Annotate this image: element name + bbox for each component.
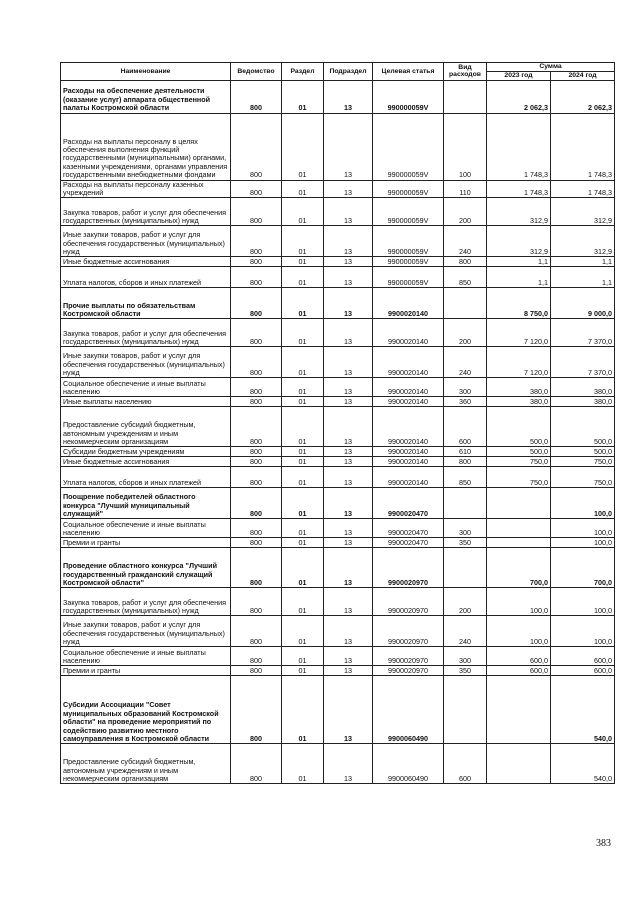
cell-celevaya-statya: 990000059V: [373, 80, 444, 113]
cell-podrazdel: 13: [324, 588, 373, 616]
cell-vid-raskhodov: 240: [444, 347, 487, 378]
cell-sum-2023: 1 748,3: [487, 113, 551, 180]
cell-vid-raskhodov: [444, 80, 487, 113]
cell-sum-2023: 380,0: [487, 397, 551, 407]
cell-podrazdel: 13: [324, 447, 373, 457]
cell-name: Прочие выплаты по обязательствам Костромской области: [61, 288, 231, 319]
cell-celevaya-statya: 9900020970: [373, 647, 444, 666]
cell-razdel: 01: [282, 319, 324, 347]
cell-celevaya-statya: 990000059V: [373, 257, 444, 267]
cell-sum-2023: 750,0: [487, 457, 551, 467]
table-row: [61, 198, 615, 226]
cell-vedomstvo: 800: [231, 548, 282, 588]
cell-celevaya-statya: 990000059V: [373, 180, 444, 198]
cell-razdel: 01: [282, 647, 324, 666]
cell-sum-2024: 750,0: [551, 467, 615, 488]
cell-vid-raskhodov: 110: [444, 180, 487, 198]
cell-name: Иные выплаты населению: [61, 397, 231, 407]
cell-celevaya-statya: 9900020140: [373, 467, 444, 488]
cell-vid-raskhodov: 800: [444, 257, 487, 267]
cell-vedomstvo: 800: [231, 457, 282, 467]
cell-vedomstvo: 800: [231, 378, 282, 397]
cell-sum-2024: 100,0: [551, 616, 615, 647]
cell-podrazdel: 13: [324, 647, 373, 666]
table-row: [61, 666, 615, 676]
cell-sum-2023: 8 750,0: [487, 288, 551, 319]
table-row: [61, 519, 615, 538]
cell-name: Иные бюджетные ассигнования: [61, 457, 231, 467]
table-row: [61, 457, 615, 467]
cell-vedomstvo: 800: [231, 488, 282, 519]
cell-razdel: 01: [282, 407, 324, 447]
cell-sum-2023: 750,0: [487, 467, 551, 488]
cell-name: Предоставление субсидий бюджетным, автономным учреждениям и иным некоммерческим организациям: [61, 744, 231, 784]
cell-sum-2023: 700,0: [487, 548, 551, 588]
cell-podrazdel: 13: [324, 113, 373, 180]
cell-podrazdel: 13: [324, 80, 373, 113]
cell-sum-2023: 312,9: [487, 198, 551, 226]
cell-razdel: 01: [282, 397, 324, 407]
cell-vedomstvo: 800: [231, 257, 282, 267]
cell-name: Закупка товаров, работ и услуг для обеспечения государственных (муниципальных) нужд: [61, 198, 231, 226]
cell-podrazdel: 13: [324, 616, 373, 647]
header-year-2024: 2024 год: [551, 71, 615, 80]
cell-celevaya-statya: 9900020140: [373, 407, 444, 447]
cell-celevaya-statya: 990000059V: [373, 267, 444, 288]
cell-vedomstvo: 800: [231, 113, 282, 180]
cell-vid-raskhodov: 360: [444, 397, 487, 407]
budget-table: [60, 62, 615, 784]
cell-vid-raskhodov: 850: [444, 267, 487, 288]
table-row: [61, 267, 615, 288]
cell-vid-raskhodov: 240: [444, 226, 487, 257]
table-row: [61, 397, 615, 407]
cell-name: Социальное обеспечение и иные выплаты населению: [61, 647, 231, 666]
cell-razdel: 01: [282, 588, 324, 616]
cell-name: Проведение областного конкурса "Лучший государственный гражданский служащий Костромской области": [61, 548, 231, 588]
cell-name: Расходы на выплаты персоналу в целях обеспечения выполнения функций государственными (муниципальными) органами, казенными учреждениями, органами управления государственными внебюджетными фондами: [61, 113, 231, 180]
header-year-2023: 2023 год: [487, 71, 551, 80]
cell-vid-raskhodov: 200: [444, 588, 487, 616]
cell-name: Социальное обеспечение и иные выплаты населению: [61, 378, 231, 397]
cell-vid-raskhodov: [444, 548, 487, 588]
table-row: [61, 616, 615, 647]
cell-podrazdel: 13: [324, 666, 373, 676]
cell-razdel: 01: [282, 457, 324, 467]
header-podrazdel: Подраздел: [324, 63, 373, 81]
cell-razdel: 01: [282, 467, 324, 488]
cell-sum-2024: 380,0: [551, 378, 615, 397]
cell-sum-2024: 9 000,0: [551, 288, 615, 319]
cell-vid-raskhodov: 850: [444, 467, 487, 488]
cell-celevaya-statya: 9900020970: [373, 548, 444, 588]
cell-vedomstvo: 800: [231, 519, 282, 538]
cell-vedomstvo: 800: [231, 267, 282, 288]
cell-vid-raskhodov: 200: [444, 319, 487, 347]
cell-vid-raskhodov: 350: [444, 666, 487, 676]
cell-podrazdel: 13: [324, 488, 373, 519]
cell-sum-2024: 7 370,0: [551, 347, 615, 378]
table-row: [61, 407, 615, 447]
cell-celevaya-statya: 9900020470: [373, 519, 444, 538]
cell-razdel: 01: [282, 113, 324, 180]
cell-name: Социальное обеспечение и иные выплаты населению: [61, 519, 231, 538]
cell-celevaya-statya: 9900020970: [373, 588, 444, 616]
cell-vid-raskhodov: [444, 288, 487, 319]
cell-razdel: 01: [282, 198, 324, 226]
cell-sum-2024: 540,0: [551, 676, 615, 744]
cell-name: Расходы на выплаты персоналу казенных учреждений: [61, 180, 231, 198]
cell-name: Иные закупки товаров, работ и услуг для обеспечения государственных (муниципальных) нужд: [61, 616, 231, 647]
table-row: [61, 288, 615, 319]
header-vid-raskhodov: Вид расходов: [444, 63, 487, 81]
cell-podrazdel: 13: [324, 519, 373, 538]
cell-sum-2024: 2 062,3: [551, 80, 615, 113]
cell-celevaya-statya: 9900020140: [373, 288, 444, 319]
cell-razdel: 01: [282, 616, 324, 647]
cell-vid-raskhodov: 600: [444, 744, 487, 784]
cell-vedomstvo: 800: [231, 319, 282, 347]
cell-vedomstvo: 800: [231, 744, 282, 784]
cell-name: Закупка товаров, работ и услуг для обеспечения государственных (муниципальных) нужд: [61, 588, 231, 616]
cell-sum-2023: [487, 676, 551, 744]
table-row: [61, 467, 615, 488]
cell-sum-2023: 1,1: [487, 257, 551, 267]
cell-sum-2023: 1 748,3: [487, 180, 551, 198]
cell-sum-2024: 1 748,3: [551, 180, 615, 198]
cell-sum-2024: 540,0: [551, 744, 615, 784]
cell-vid-raskhodov: [444, 488, 487, 519]
cell-razdel: 01: [282, 676, 324, 744]
cell-celevaya-statya: 990000059V: [373, 198, 444, 226]
cell-name: Поощрение победителей областного конкурса "Лучший муниципальный служащий": [61, 488, 231, 519]
cell-razdel: 01: [282, 666, 324, 676]
cell-razdel: 01: [282, 267, 324, 288]
cell-sum-2024: 1,1: [551, 257, 615, 267]
cell-sum-2023: 7 120,0: [487, 319, 551, 347]
cell-vedomstvo: 800: [231, 447, 282, 457]
cell-vedomstvo: 800: [231, 407, 282, 447]
cell-celevaya-statya: 9900020140: [373, 457, 444, 467]
cell-vid-raskhodov: 300: [444, 647, 487, 666]
cell-celevaya-statya: 9900020140: [373, 397, 444, 407]
cell-name: Предоставление субсидий бюджетным, автономным учреждениям и иным некоммерческим организациям: [61, 407, 231, 447]
header-vedomstvo: Ведомство: [231, 63, 282, 81]
cell-sum-2023: 100,0: [487, 616, 551, 647]
cell-name: Иные бюджетные ассигнования: [61, 257, 231, 267]
cell-vedomstvo: 800: [231, 647, 282, 666]
cell-celevaya-statya: 9900020140: [373, 347, 444, 378]
cell-celevaya-statya: 990000059V: [373, 226, 444, 257]
table-row: [61, 588, 615, 616]
cell-sum-2024: 380,0: [551, 397, 615, 407]
cell-sum-2024: 100,0: [551, 588, 615, 616]
cell-podrazdel: 13: [324, 347, 373, 378]
table-row: [61, 180, 615, 198]
cell-vedomstvo: 800: [231, 397, 282, 407]
table-row: [61, 226, 615, 257]
cell-vid-raskhodov: 610: [444, 447, 487, 457]
cell-celevaya-statya: 9900020470: [373, 538, 444, 548]
cell-vedomstvo: 800: [231, 180, 282, 198]
cell-podrazdel: 13: [324, 267, 373, 288]
cell-name: Иные закупки товаров, работ и услуг для обеспечения государственных (муниципальных) нужд: [61, 347, 231, 378]
cell-celevaya-statya: 990000059V: [373, 113, 444, 180]
cell-vid-raskhodov: 350: [444, 538, 487, 548]
cell-sum-2024: 100,0: [551, 538, 615, 548]
cell-podrazdel: 13: [324, 744, 373, 784]
cell-podrazdel: 13: [324, 180, 373, 198]
cell-celevaya-statya: 9900020970: [373, 666, 444, 676]
cell-sum-2023: [487, 744, 551, 784]
cell-sum-2023: [487, 519, 551, 538]
cell-podrazdel: 13: [324, 378, 373, 397]
cell-name: Премии и гранты: [61, 538, 231, 548]
cell-podrazdel: 13: [324, 538, 373, 548]
cell-podrazdel: 13: [324, 198, 373, 226]
header-name: Наименование: [61, 63, 231, 81]
cell-celevaya-statya: 9900020140: [373, 319, 444, 347]
cell-name: Субсидии бюджетным учреждениям: [61, 447, 231, 457]
cell-name: Закупка товаров, работ и услуг для обеспечения государственных (муниципальных) нужд: [61, 319, 231, 347]
cell-sum-2023: [487, 488, 551, 519]
cell-name: Иные закупки товаров, работ и услуг для обеспечения государственных (муниципальных) нужд: [61, 226, 231, 257]
cell-podrazdel: 13: [324, 257, 373, 267]
cell-vedomstvo: 800: [231, 288, 282, 319]
cell-sum-2024: 500,0: [551, 407, 615, 447]
cell-sum-2023: 500,0: [487, 407, 551, 447]
cell-razdel: 01: [282, 288, 324, 319]
cell-sum-2023: 312,9: [487, 226, 551, 257]
table-body: [61, 80, 615, 784]
cell-name: Премии и гранты: [61, 666, 231, 676]
cell-sum-2023: 500,0: [487, 447, 551, 457]
cell-vid-raskhodov: 300: [444, 519, 487, 538]
cell-sum-2024: 7 370,0: [551, 319, 615, 347]
table-row: [61, 488, 615, 519]
cell-vedomstvo: 800: [231, 198, 282, 226]
table-row: [61, 647, 615, 666]
cell-podrazdel: 13: [324, 457, 373, 467]
table-row: [61, 113, 615, 180]
cell-podrazdel: 13: [324, 407, 373, 447]
cell-sum-2024: 1,1: [551, 267, 615, 288]
cell-razdel: 01: [282, 744, 324, 784]
cell-sum-2023: 1,1: [487, 267, 551, 288]
cell-sum-2024: 1 748,3: [551, 113, 615, 180]
cell-vedomstvo: 800: [231, 616, 282, 647]
cell-vid-raskhodov: [444, 676, 487, 744]
cell-vid-raskhodov: 600: [444, 407, 487, 447]
cell-razdel: 01: [282, 488, 324, 519]
cell-name: Расходы на обеспечение деятельности (оказание услуг) аппарата общественной палаты Костромской области: [61, 80, 231, 113]
cell-vid-raskhodov: 240: [444, 616, 487, 647]
cell-sum-2023: 100,0: [487, 588, 551, 616]
cell-sum-2023: 2 062,3: [487, 80, 551, 113]
table-row: [61, 744, 615, 784]
cell-vid-raskhodov: 100: [444, 113, 487, 180]
cell-vedomstvo: 800: [231, 347, 282, 378]
cell-sum-2023: [487, 538, 551, 548]
cell-sum-2023: 7 120,0: [487, 347, 551, 378]
cell-razdel: 01: [282, 378, 324, 397]
cell-razdel: 01: [282, 447, 324, 457]
table-row: [61, 447, 615, 457]
cell-sum-2024: 500,0: [551, 447, 615, 457]
cell-celevaya-statya: 9900020140: [373, 447, 444, 457]
cell-vedomstvo: 800: [231, 676, 282, 744]
cell-podrazdel: 13: [324, 288, 373, 319]
cell-vedomstvo: 800: [231, 80, 282, 113]
cell-celevaya-statya: 9900060490: [373, 744, 444, 784]
cell-razdel: 01: [282, 80, 324, 113]
table-row: [61, 257, 615, 267]
cell-vedomstvo: 800: [231, 467, 282, 488]
cell-sum-2024: 100,0: [551, 519, 615, 538]
cell-sum-2023: 380,0: [487, 378, 551, 397]
header-celevaya-statya: Целевая статья: [373, 63, 444, 81]
cell-celevaya-statya: 9900020140: [373, 378, 444, 397]
table-row: [61, 378, 615, 397]
cell-sum-2024: 312,9: [551, 226, 615, 257]
table-row: [61, 538, 615, 548]
cell-razdel: 01: [282, 519, 324, 538]
table-row: [61, 347, 615, 378]
cell-vid-raskhodov: 200: [444, 198, 487, 226]
cell-razdel: 01: [282, 226, 324, 257]
cell-sum-2024: 700,0: [551, 548, 615, 588]
page-number: 383: [596, 838, 611, 849]
cell-razdel: 01: [282, 257, 324, 267]
cell-podrazdel: 13: [324, 548, 373, 588]
cell-podrazdel: 13: [324, 467, 373, 488]
cell-razdel: 01: [282, 347, 324, 378]
cell-name: Субсидии Ассоциации "Совет муниципальных образований Костромской области" на проведение мероприятий по содействию развитию местного самоуправления в Костромской области: [61, 676, 231, 744]
cell-sum-2024: 600,0: [551, 666, 615, 676]
cell-sum-2023: 600,0: [487, 666, 551, 676]
cell-podrazdel: 13: [324, 226, 373, 257]
cell-razdel: 01: [282, 548, 324, 588]
cell-sum-2024: 312,9: [551, 198, 615, 226]
table-row: [61, 80, 615, 113]
cell-razdel: 01: [282, 180, 324, 198]
cell-podrazdel: 13: [324, 319, 373, 347]
cell-sum-2024: 750,0: [551, 457, 615, 467]
cell-vedomstvo: 800: [231, 666, 282, 676]
cell-podrazdel: 13: [324, 397, 373, 407]
cell-sum-2023: 600,0: [487, 647, 551, 666]
cell-celevaya-statya: 9900020970: [373, 616, 444, 647]
cell-vedomstvo: 800: [231, 226, 282, 257]
cell-name: Уплата налогов, сборов и иных платежей: [61, 267, 231, 288]
cell-vid-raskhodov: 300: [444, 378, 487, 397]
cell-podrazdel: 13: [324, 676, 373, 744]
cell-celevaya-statya: 9900060490: [373, 676, 444, 744]
cell-celevaya-statya: 9900020470: [373, 488, 444, 519]
header-razdel: Раздел: [282, 63, 324, 81]
cell-vedomstvo: 800: [231, 538, 282, 548]
table-row: [61, 319, 615, 347]
cell-sum-2024: 100,0: [551, 488, 615, 519]
table-row: [61, 676, 615, 744]
cell-vid-raskhodov: 800: [444, 457, 487, 467]
cell-vedomstvo: 800: [231, 588, 282, 616]
header-summa: Сумма: [487, 63, 615, 72]
cell-razdel: 01: [282, 538, 324, 548]
table-row: [61, 548, 615, 588]
cell-name: Уплата налогов, сборов и иных платежей: [61, 467, 231, 488]
cell-sum-2024: 600,0: [551, 647, 615, 666]
